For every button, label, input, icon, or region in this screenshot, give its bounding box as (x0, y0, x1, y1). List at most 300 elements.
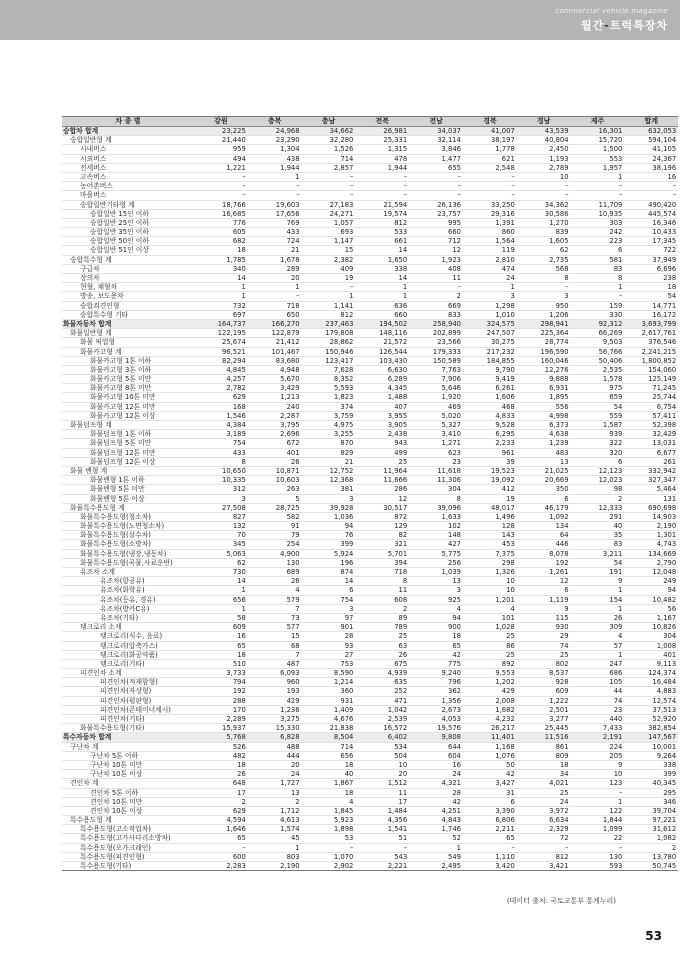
table-cell: 809 (517, 751, 571, 760)
table-cell: 10 (463, 586, 517, 595)
table-cell: 1,082 (624, 834, 678, 843)
table-cell: – (571, 191, 625, 200)
table-cell: 1,898 (302, 825, 356, 834)
table-cell: 360 (302, 687, 356, 696)
table-cell: 5,923 (302, 816, 356, 825)
table-cell: 2,190 (624, 522, 678, 531)
table-cell: 794 (194, 678, 248, 687)
table-cell: 23,225 (194, 127, 248, 136)
column-header: 강원 (194, 117, 248, 127)
table-cell: 129 (355, 522, 409, 531)
table-cell: 3,420 (463, 862, 517, 871)
table-cell: 25,674 (194, 338, 248, 347)
table-cell: 504 (355, 751, 409, 760)
table-cell: 6,373 (517, 421, 571, 430)
table-cell: 1,110 (463, 852, 517, 861)
table-cell: 92,312 (571, 319, 625, 328)
table-cell: – (409, 172, 463, 181)
table-cell: 101,467 (248, 347, 302, 356)
table-cell: 3,211 (571, 549, 625, 558)
table-cell: 2,241,215 (624, 347, 678, 356)
row-label: 피견인차(콘테이너세시) (62, 705, 194, 714)
row-label: 화물카고형 10톤 미만 (62, 393, 194, 402)
table-cell: 1,076 (463, 751, 517, 760)
table-cell: 42 (463, 770, 517, 779)
table-cell: 1,221 (194, 163, 248, 172)
table-cell: 23 (409, 457, 463, 466)
table-cell: 8 (194, 457, 248, 466)
table-cell: 17 (194, 788, 248, 797)
table-cell: 4,998 (517, 411, 571, 420)
table-cell: 1,727 (248, 779, 302, 788)
table-cell: 724 (248, 237, 302, 246)
row-label: 화물덤프형 12톤 미만 (62, 448, 194, 457)
table-cell: 3,759 (302, 411, 356, 420)
table-cell: 636 (355, 301, 409, 310)
row-label: 유조차(화학유) (62, 586, 194, 595)
column-header: 충남 (302, 117, 356, 127)
table-cell: 3,972 (517, 806, 571, 815)
row-label: 탱크로리 소계 (62, 623, 194, 632)
table-row (62, 834, 678, 843)
table-cell: 14 (355, 274, 409, 283)
table-cell: 18 (194, 760, 248, 769)
table-cell: 18 (302, 788, 356, 797)
row-label: 전세버스 (62, 163, 194, 172)
table-row (62, 595, 678, 604)
table-cell: 65 (463, 834, 517, 843)
table-cell: 1 (302, 292, 356, 301)
row-label: 구난차 계 (62, 742, 194, 751)
table-cell: 4 (248, 586, 302, 595)
table-cell: 510 (194, 659, 248, 668)
table-cell: 453 (463, 540, 517, 549)
table-cell: 689 (248, 568, 302, 577)
row-label: 화물특수용도형(곡물,사료운반) (62, 558, 194, 567)
table-cell: 25,744 (624, 393, 678, 402)
table-cell: – (571, 292, 625, 301)
table-cell: 148,116 (355, 329, 409, 338)
row-label: 화물특수용도형(냉장,냉동차) (62, 549, 194, 558)
table-cell: 6,093 (248, 669, 302, 678)
table-cell: 429 (463, 687, 517, 696)
table-cell: 2 (194, 797, 248, 806)
table-cell: 57,411 (624, 411, 678, 420)
column-header: 충북 (248, 117, 302, 127)
table-cell: 17,345 (624, 237, 678, 246)
table-row (62, 145, 678, 154)
table-cell: 350 (517, 485, 571, 494)
table-cell: 48,017 (463, 503, 517, 512)
table-cell: 261 (624, 457, 678, 466)
table-cell: 621 (463, 154, 517, 163)
table-cell: 7 (248, 650, 302, 659)
table-cell: 143 (463, 531, 517, 540)
row-label: 견인차 계 (62, 779, 194, 788)
table-cell: 52 (409, 834, 463, 843)
table-cell: – (302, 182, 356, 191)
table-row (62, 246, 678, 255)
magazine-header-bar (0, 0, 680, 40)
row-label: 구난차 5톤 이하 (62, 751, 194, 760)
table-cell: 2,289 (194, 715, 248, 724)
table-cell: 3,410 (409, 430, 463, 439)
table-cell: 304 (624, 632, 678, 641)
table-cell: 4,321 (409, 779, 463, 788)
table-cell: 224 (571, 742, 625, 751)
table-cell: 553 (571, 154, 625, 163)
table-cell: 12,048 (624, 568, 678, 577)
table-cell: 1 (248, 843, 302, 852)
table-cell: 2,782 (194, 384, 248, 393)
table-cell: 338 (355, 264, 409, 273)
table-cell: 330 (571, 310, 625, 319)
table-cell: 18 (302, 760, 356, 769)
table-cell: 70 (194, 531, 248, 540)
row-label: 피견인차(평판형) (62, 696, 194, 705)
table-cell: 50 (463, 760, 517, 769)
table-cell: 629 (194, 393, 248, 402)
table-cell: 247,507 (463, 329, 517, 338)
table-cell: 34,662 (302, 127, 356, 136)
table-cell: 10 (355, 760, 409, 769)
table-cell: 240 (248, 402, 302, 411)
table-cell: 11,516 (517, 733, 571, 742)
table-cell: 494 (194, 154, 248, 163)
table-cell: 7,375 (463, 549, 517, 558)
table-cell: 6,696 (624, 264, 678, 273)
table-cell: 5,775 (409, 549, 463, 558)
table-cell: 2,190 (248, 862, 302, 871)
table-row (62, 852, 678, 861)
table-cell: 559 (571, 411, 625, 420)
table-cell: 2,790 (624, 558, 678, 567)
table-cell: 5,701 (355, 549, 409, 558)
table-cell: 40,345 (624, 779, 678, 788)
magazine-english-title: commercial vehicle magazine (555, 7, 668, 15)
table-cell: 154,060 (624, 365, 678, 374)
table-cell: 21,594 (355, 200, 409, 209)
table-cell: 483 (517, 448, 571, 457)
table-cell: 1 (571, 650, 625, 659)
table-cell: 63 (355, 641, 409, 650)
table-cell: 1,356 (409, 696, 463, 705)
table-cell: 2 (409, 292, 463, 301)
table-cell: 18 (409, 632, 463, 641)
table-cell: 1,578 (571, 375, 625, 384)
table-cell: 9,528 (463, 421, 517, 430)
table-cell: 14 (194, 274, 248, 283)
table-cell: 900 (409, 623, 463, 632)
table-cell: 76 (302, 531, 356, 540)
table-cell: 8 (409, 494, 463, 503)
table-cell: 51 (355, 834, 409, 843)
table-cell: 1,028 (463, 623, 517, 632)
table-row (62, 540, 678, 549)
table-cell: 52,398 (624, 421, 678, 430)
table-cell: 5,020 (409, 411, 463, 420)
table-cell: 995 (409, 218, 463, 227)
table-cell: 130 (571, 852, 625, 861)
table-cell: – (463, 843, 517, 852)
table-cell: 714 (302, 742, 356, 751)
table-cell: 179,333 (409, 347, 463, 356)
table-cell: 15 (248, 632, 302, 641)
table-cell: 11,709 (571, 200, 625, 209)
table-cell: – (194, 191, 248, 200)
table-cell: 254 (248, 540, 302, 549)
table-cell: 3 (463, 292, 517, 301)
table-cell: 12 (409, 246, 463, 255)
table-cell: 1,526 (302, 145, 356, 154)
row-label: 승합일반 35인 이하 (62, 228, 194, 237)
row-label: 견인차 5톤 이하 (62, 788, 194, 797)
table-row (62, 402, 678, 411)
table-cell: 89 (355, 613, 409, 622)
table-cell: 6,677 (624, 448, 678, 457)
row-label: 화물덤프형 12톤 이상 (62, 457, 194, 466)
table-cell: 672 (248, 439, 302, 448)
table-cell: 9,503 (571, 338, 625, 347)
table-cell: 286 (355, 485, 409, 494)
table-cell: 26,136 (409, 200, 463, 209)
table-cell: 150,589 (409, 356, 463, 365)
table-cell: 122 (571, 806, 625, 815)
table-cell: 433 (248, 228, 302, 237)
table-row (62, 172, 678, 181)
table-cell: 65 (194, 641, 248, 650)
table-cell: 25,331 (355, 136, 409, 145)
table-cell: 54 (571, 558, 625, 567)
table-cell: 1,236 (248, 705, 302, 714)
table-cell: 4,594 (194, 816, 248, 825)
table-row (62, 632, 678, 641)
row-label: 견인차 10톤 이상 (62, 806, 194, 815)
table-cell: 1 (571, 604, 625, 613)
table-cell: 17,656 (248, 209, 302, 218)
table-row (62, 751, 678, 760)
table-cell: 648 (194, 779, 248, 788)
table-cell: 6 (517, 494, 571, 503)
table-cell: 3,390 (463, 806, 517, 815)
table-cell: 58 (194, 613, 248, 622)
table-row (62, 586, 678, 595)
table-cell: 4 (463, 604, 517, 613)
table-cell: 50,406 (571, 356, 625, 365)
table-cell: 39 (463, 457, 517, 466)
table-cell: 623 (409, 448, 463, 457)
table-cell: 1,036 (302, 512, 356, 521)
table-cell: 13 (248, 788, 302, 797)
table-cell: 62 (194, 558, 248, 567)
table-cell: 3 (409, 586, 463, 595)
row-label: 특수용도형(오가크레인) (62, 843, 194, 852)
table-cell: 1,895 (517, 393, 571, 402)
column-header: 합계 (624, 117, 678, 127)
table-cell: 1 (248, 283, 302, 292)
table-cell: 24 (463, 274, 517, 283)
table-row (62, 678, 678, 687)
table-cell: 97 (302, 613, 356, 622)
table-cell: 608 (355, 595, 409, 604)
table-cell: 28 (409, 788, 463, 797)
table-cell: 1,606 (463, 393, 517, 402)
row-label: 화물덤프형 계 (62, 421, 194, 430)
row-label: 마을버스 (62, 191, 194, 200)
row-label: 특수자동차 합계 (62, 733, 194, 742)
table-cell: 753 (302, 659, 356, 668)
table-cell: 94 (409, 613, 463, 622)
table-cell: 41,105 (624, 145, 678, 154)
table-cell: 19,092 (463, 476, 517, 485)
table-cell: 839 (517, 228, 571, 237)
table-cell: 682 (194, 237, 248, 246)
table-cell: 669 (409, 301, 463, 310)
table-cell: – (571, 843, 625, 852)
table-cell: 1,214 (302, 678, 356, 687)
table-cell: 577 (248, 623, 302, 632)
row-label: 탱크로리(화공약품) (62, 650, 194, 659)
table-cell: 6,931 (517, 384, 571, 393)
column-header: 전북 (355, 117, 409, 127)
table-cell: 39,704 (624, 806, 678, 815)
table-cell: 1,119 (517, 595, 571, 604)
table-cell: 247 (571, 659, 625, 668)
table-cell: 15,720 (571, 136, 625, 145)
table-cell: 12,023 (571, 476, 625, 485)
table-cell: 6,289 (355, 375, 409, 384)
table-cell: 19,523 (463, 466, 517, 475)
table-row (62, 843, 678, 852)
table-cell: 650 (248, 310, 302, 319)
table-cell: 5,063 (194, 549, 248, 558)
table-cell: 23 (571, 705, 625, 714)
table-cell: – (409, 283, 463, 292)
table-cell: 9,419 (463, 375, 517, 384)
table-cell: 6 (517, 586, 571, 595)
row-label: 화물일반형 계 (62, 329, 194, 338)
table-cell: 4,257 (194, 375, 248, 384)
table-cell: 5,924 (302, 549, 356, 558)
table-cell: 632,053 (624, 127, 678, 136)
table-row (62, 760, 678, 769)
table-cell: 237,463 (302, 319, 356, 328)
table-cell: 72 (517, 834, 571, 843)
table-cell: 675 (355, 659, 409, 668)
table-cell: 1,042 (355, 705, 409, 714)
table-cell: 1,785 (194, 255, 248, 264)
table-cell: 660 (355, 310, 409, 319)
table-cell: 28,774 (517, 338, 571, 347)
row-label: 화물밴형 1톤 이하 (62, 476, 194, 485)
row-label: 화물밴형 5톤 이상 (62, 494, 194, 503)
table-cell: 401 (248, 448, 302, 457)
row-label: 피견인차(적재함형) (62, 678, 194, 687)
table-cell: 1,633 (409, 512, 463, 521)
table-row (62, 301, 678, 310)
table-cell: 1,477 (409, 154, 463, 163)
table-cell: 2,495 (409, 862, 463, 871)
table-row (62, 659, 678, 668)
table-row (62, 669, 678, 678)
table-cell: 1,008 (624, 641, 678, 650)
row-label: 시외버스 (62, 154, 194, 163)
table-cell: 3,429 (248, 384, 302, 393)
table-cell: 304 (409, 485, 463, 494)
table-cell: 194,502 (355, 319, 409, 328)
table-cell: 147,567 (624, 733, 678, 742)
table-cell: 26 (571, 613, 625, 622)
table-cell: 870 (302, 439, 356, 448)
row-label: 승합죄견인형 (62, 301, 194, 310)
row-label: 구급차 (62, 264, 194, 273)
row-label: 화물특수용도형(소방차) (62, 540, 194, 549)
table-cell: 754 (194, 439, 248, 448)
table-cell: 13,031 (624, 439, 678, 448)
table-cell: 4 (302, 797, 356, 806)
table-cell: 83,680 (248, 356, 302, 365)
column-header: 경북 (463, 117, 517, 127)
table-row (62, 494, 678, 503)
table-cell: 1,678 (248, 255, 302, 264)
registration-table-container (62, 116, 677, 871)
table-cell: 45 (248, 834, 302, 843)
table-cell: 28,862 (302, 338, 356, 347)
table-cell: 5,670 (248, 375, 302, 384)
table-cell: 1,070 (302, 852, 356, 861)
table-cell: 26,981 (355, 127, 409, 136)
table-cell: 332,942 (624, 466, 678, 475)
table-row (62, 797, 678, 806)
table-cell: 1,039 (409, 568, 463, 577)
table-cell: 309 (571, 623, 625, 632)
table-cell: 827 (194, 512, 248, 521)
table-cell: 16 (409, 760, 463, 769)
table-cell: 488 (248, 742, 302, 751)
table-cell: 8 (517, 274, 571, 283)
table-cell: 12,276 (517, 365, 571, 374)
table-cell: 950 (517, 301, 571, 310)
table-cell: – (355, 172, 409, 181)
row-label: 화물특수용도형(노면청소차) (62, 522, 194, 531)
table-cell: 1,484 (355, 806, 409, 815)
table-cell: 1 (355, 283, 409, 292)
table-cell: 14 (302, 577, 356, 586)
table-cell: 7,906 (409, 375, 463, 384)
table-cell: 73 (248, 613, 302, 622)
table-cell: 24 (409, 770, 463, 779)
table-cell: 16 (624, 172, 678, 181)
table-cell: 19 (463, 494, 517, 503)
table-cell: 6 (302, 586, 356, 595)
table-cell: 1 (194, 586, 248, 595)
table-cell: 6,261 (463, 384, 517, 393)
table-cell: 3,693,799 (624, 319, 678, 328)
table-cell: 345 (194, 540, 248, 549)
table-row (62, 522, 678, 531)
table-cell: – (194, 172, 248, 181)
table-cell: 223 (571, 237, 625, 246)
table-cell: 754 (302, 595, 356, 604)
table-cell: 394 (355, 558, 409, 567)
table-cell: 9,240 (409, 669, 463, 678)
table-cell: 6 (571, 246, 625, 255)
table-cell: 42 (409, 797, 463, 806)
table-cell: 25 (355, 457, 409, 466)
table-cell: 2 (355, 604, 409, 613)
table-cell: 582 (248, 512, 302, 521)
table-cell: 3,421 (517, 862, 571, 871)
